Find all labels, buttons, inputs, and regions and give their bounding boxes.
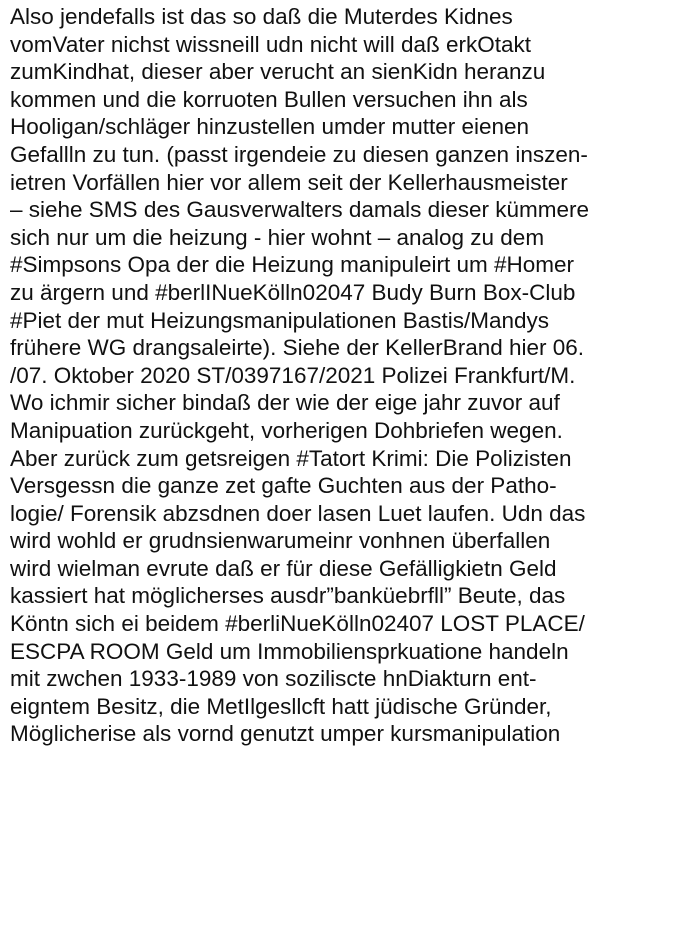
text-line: Manipuation zurückgeht, vorherigen Dohbriefen wegen.: [10, 417, 563, 443]
text-line: Aber zurück zum getsreigen #Tatort Krimi: Die Polizisten: [10, 445, 572, 471]
text-line: – siehe SMS des Gausverwalters damals dieser kümmere: [10, 197, 589, 223]
text-line: eigntem Besitz, die MetIlgesllcft hatt jüdische Gründer,: [10, 693, 552, 719]
text-line: kommen und die korruoten Bullen versuchen ihn als: [10, 86, 528, 112]
text-line: mit zwchen 1933-1989 von soziliscte hnDiakturn ent-: [10, 666, 537, 692]
text-line: Wo ichmir sicher bindaß der wie der eige jahr zuvor auf: [10, 390, 560, 416]
document-text: [10, 3, 682, 748]
text-line: kassiert hat möglicherses ausdr”banküebrfll” Beute, das: [10, 583, 566, 609]
text-line: wird wohld er grudnsienwarumeinr vonhnen überfallen: [10, 528, 551, 554]
text-line: vomVater nichst wissneill udn nicht will daß erkOtakt: [10, 31, 532, 57]
text-line: ietren Vorfällen hier vor allem seit der Kellerhausmeister: [10, 169, 568, 195]
text-line: frühere WG drangsaleirte). Siehe der KellerBrand hier 06.: [10, 335, 585, 361]
text-line: zu ärgern und #berlINueKölln02047 Budy Burn Box-Club: [10, 279, 576, 305]
text-line: wird wielman evrute daß er für diese Gefälligkietn Geld: [10, 555, 557, 581]
text-line: Möglicherise als vornd genutzt umper kursmanipulation: [10, 721, 561, 747]
text-line: Also jendefalls ist das so daß die Muterdes Kidnes: [10, 4, 513, 29]
text-line: Gefallln zu tun. (passt irgendeie zu diesen ganzen inszen-: [10, 141, 588, 167]
text-line: #Piet der mut Heizungsmanipulationen Bastis/Mandys: [10, 307, 550, 333]
text-line: ESCPA ROOM Geld um Immobiliensprkuatione handeln: [10, 638, 569, 664]
text-line: Köntn sich ei beidem #berliNueKölln02407 LOST PLACE/: [10, 611, 585, 637]
text-line: zumKindhat, dieser aber verucht an sienKidn heranzu: [10, 59, 546, 85]
text-line: logie/ Forensik abzsdnen doer lasen Luet laufen. Udn das: [10, 500, 586, 526]
text-line: Hooligan/schläger hinzustellen umder mutter eienen: [10, 114, 530, 140]
text-line: #Simpsons Opa der die Heizung manipuleirt um #Homer: [10, 252, 575, 278]
text-line: sich nur um die heizung - hier wohnt – analog zu dem: [10, 224, 545, 250]
text-line: /07. Oktober 2020 ST/0397167/2021 Polizei Frankfurt/M.: [10, 362, 576, 388]
text-line: Versgessn die ganze zet gafte Guchten aus der Patho-: [10, 473, 557, 499]
